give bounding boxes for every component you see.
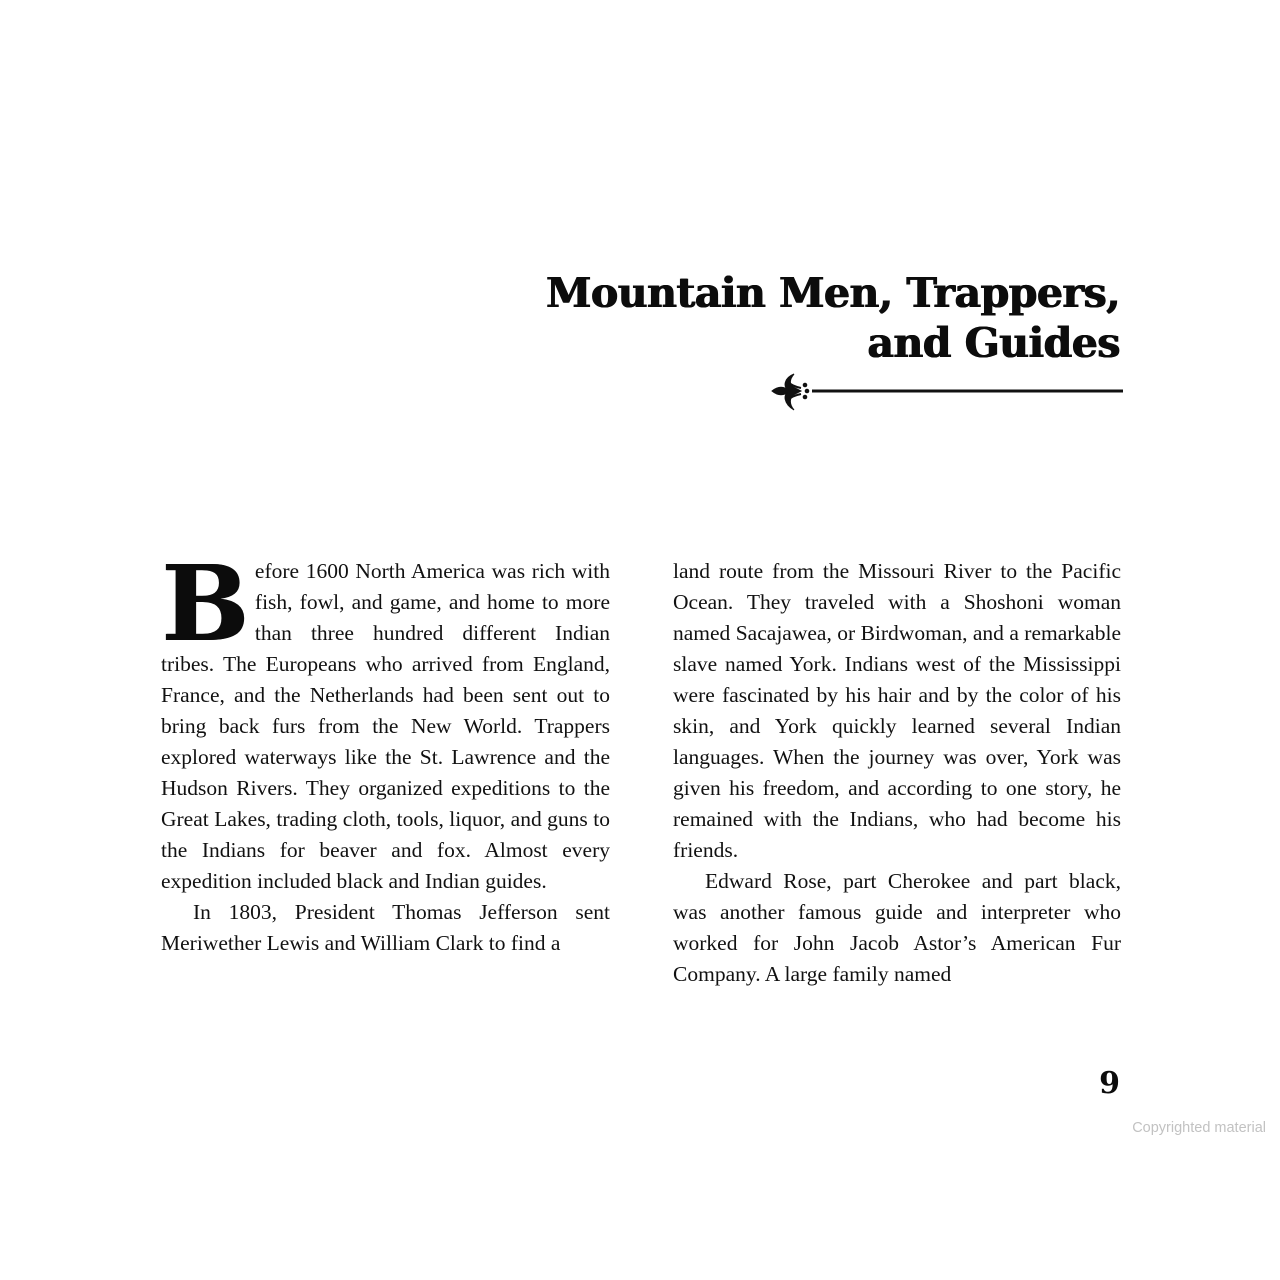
text-column-right <box>673 556 1121 990</box>
paragraph: land route from the Missouri River to the Pacific Ocean. They traveled with a Shoshoni woman named Sacajawea, or Birdwoman, and a remarkable slave named York. Indians west of the Mississippi were fascinated by his hair and by the color of his skin, and York quickly learned several Indian languages. When the journey was over, York was given his freedom, and according to one story, he remained with the Indians, who had become his friends. <box>673 559 1121 862</box>
text-column-left <box>161 542 610 959</box>
paragraph: In 1803, President Thomas Jefferson sent Meriwether Lewis and William Clark to find a <box>161 900 610 955</box>
chapter-title <box>360 268 1120 368</box>
paragraph <box>161 542 610 897</box>
page-number: 9 <box>1099 1066 1120 1101</box>
fleuron-icon <box>770 368 1124 416</box>
paragraph: Edward Rose, part Cherokee and part black, was another famous guide and interpreter who worked for John Jacob Astor’s American Fur Company. A large family named <box>673 869 1121 986</box>
drop-cap: B <box>161 542 249 665</box>
chapter-title-line-2: and Guides <box>867 319 1120 367</box>
paragraph-text: efore 1600 North America was rich with fish, fowl, and game, and home to more than three hundred different Indian tribes. The Europeans who arrived from England, France, and the Netherlands had been sent out to bring back furs from the New World. Trappers explored waterways like the St. Lawrence and the Hudson Rivers. They organized expeditions to the Great Lakes, trading cloth, tools, liquor, and guns to the Indians for beaver and fox. Almost every expedition included black and Indian guides. <box>161 559 610 893</box>
copyright-watermark: Copyrighted material <box>1132 1120 1266 1136</box>
chapter-title-line-1: Mountain Men, Trappers, <box>546 269 1120 317</box>
